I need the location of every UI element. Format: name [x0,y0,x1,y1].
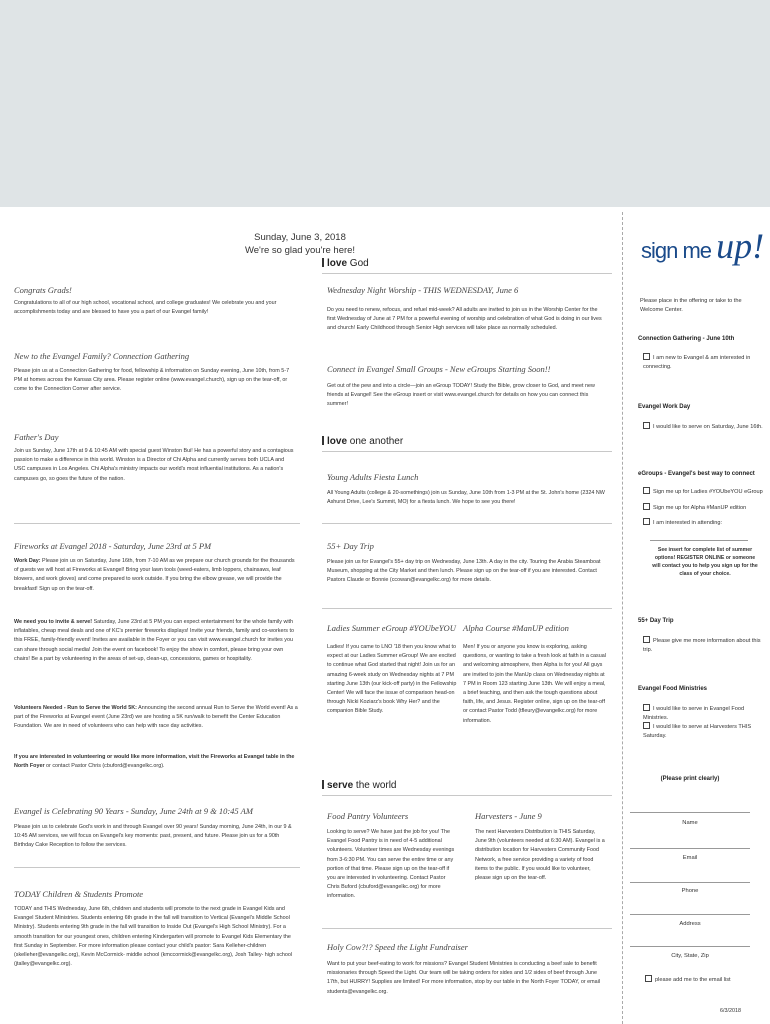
day-trip-heading: 55+ Day Trip [638,618,674,624]
egroup-option-alpha[interactable] [643,503,768,513]
tear-off-line [622,212,623,1024]
email-line[interactable] [630,848,750,849]
run-text: Announcing the second annual Run to Serve the World event! As a part of the Fireworks at Evangel event (June 23rd) we are hosting a 5K run/walk to benefit the Center Education Foundation. We are in need of volunteers who can help with race day activities. [14,705,298,730]
egroups-note: See insert for complete list of summer options! REGISTER ONLINE or someone will contact you to help you sign up for the class of your choice. [652,547,758,577]
option-label: I would like to serve at Harvesters THIS Saturday. [643,724,752,739]
contact-text: or contact Pastor Chris (cbuford@evangelkc.org). [44,763,165,770]
day-trip-option[interactable] [643,636,768,655]
young-adults-title: Young Adults Fiesta Lunch [327,472,419,482]
day-trip-body: Please join us for Evangel's 55+ day trip on Wednesday, June 13th. A day in the city. Touring the Arabia Steamboat Museum, shopping at the City Market and then lunch. Please sign up on the tear-off if you are interested. Contact Pastors Claude or Bonnie (ccowan@evangelkc.org) for more details. [327,559,601,584]
fireworks-contact [14,753,299,771]
egroup-option-attending[interactable] [643,518,768,528]
love-god-heading [322,258,369,269]
workday-option[interactable] [643,422,768,432]
email-label: Email [682,855,698,861]
pantry-title: Food Pantry Volunteers [327,811,409,821]
food-option-harvesters[interactable] [643,722,768,741]
pantry-body: Looking to serve? We have just the job for you! The Evangel Food Pantry is in need of 4-5 additional volunteers. Volunteer times are Wednesday evenings from 3-6:30 PM. You can serve the entire time or any portion of that time. Please sign up on the tear-off if you are interested in volunteering. Contact Pastor Chris Buford (cbuford@evangelkc.org) for more information. [327,829,455,900]
sign-me-up-logo [641,226,765,266]
divider [322,608,612,609]
fireworks-invite [14,618,299,664]
alpha-body: Men! If you or anyone you know is exploring, asking questions, or wanting to take a fresh look at faith in a casual and welcoming atmosphere, then Alpha is for you! All guys are invited to join the ManUp class on Wednesday nights at 7 PM in Room 123 starting June 13th. We will enjoy a meal, a brief teaching, and then ask the tough questions about faith, life, and Jesus. Register online, sign up on the tear-off or contact Pastor Todd (tfleury@evangelkc.org) for more information. [463,644,606,724]
option-label: please add me to the email list [655,977,731,983]
option-label: Sign me up for Ladies #YOUbeYOU eGroup [653,489,763,495]
checkbox[interactable] [643,636,650,643]
option-label: Sign me up for Alpha #ManUP edition [653,505,747,511]
new-family-title: New to the Evangel Family? Connection Gathering [14,351,190,361]
ladies-title: Ladies Summer eGroup #YOUbeYOU [327,623,456,633]
holy-cow-title: Holy Cow?!? Speed the Light Fundraiser [327,942,468,952]
option-label: I would like to serve in Evangel Food Ministries. [643,706,745,721]
egroups-title: Connect in Evangel Small Groups - New eGroups Starting Soon!! [327,364,551,374]
ninety-body: Please join us to celebrate God's work in and through Evangel over 90 years! Sunday morning, June 24th, in our 9 & 10:45 AM services, we will focus on Evangel's key moments: past, present, and future. Please join us for a 90th Birthday Cake Reception to follow the services. [14,824,292,849]
heading-bar [322,258,324,267]
congrats-body: Congratulations to all of our high school, vocational school, and college graduates! We celebrate you and your accomplishments today and are blessed to have you a part of our Evangel family! [14,300,277,316]
checkbox[interactable] [643,353,650,360]
checkbox[interactable] [645,975,652,982]
children-body: TODAY and THIS Wednesday, June 6th, children and students will promote to the next grade in Evangel Kids and Evangel Student Ministries. Students entering 6th grade in the fall will transition to Vertical (Evangel's Middle School Ministry). Students entering 9th grade in the fall will transition to Inside Out (Evangel's High School Ministry). For a smooth transition for our youngest ones, children entering Kindergarten will promote to Evangel Kids Elementary the first Sunday in September. For more information please contact your child's pastor: Sara Kelleher-children (skelleher@evangelkc.org), Kevin McCormick- middle school (kmccormick@evangelkc.org), Josh Talley- high school (jtalley@evangelkc.org). [14,906,293,968]
footer-date: 6/3/2018 [720,1008,741,1014]
egroup-option-ladies[interactable] [643,487,768,497]
phone-line[interactable] [630,882,750,883]
welcome-text: We're so glad you're here! [244,245,356,256]
print-clearly: (Please print clearly) [660,776,720,782]
option-label: I am interested in attending: [653,520,723,526]
city-label: City, State, Zip [671,953,709,959]
heading-rest: the world [353,780,397,791]
checkbox[interactable] [643,518,650,525]
divider [322,795,612,796]
egroups-heading: eGroups - Evangel's best way to connect [638,471,755,477]
holy-cow-body: Want to put your beef-eating to work for missions? Evangel Student Ministries is conducting a beef sale to benefit missionaries through Speed the Light. Our team will be taking orders for sides and 1/2 sides of beef through June 17th, but HURRY! Supplies are limited! For more information, stop by our table in the North Foyer TODAY, or email students@evangelkc.org. [327,961,601,995]
serve-heading [322,780,397,791]
fireworks-title: Fireworks at Evangel 2018 - Saturday, June 23rd at 5 PM [14,541,212,551]
heading-rest: God [347,258,369,269]
connection-option[interactable] [643,353,768,372]
food-option-ministries[interactable] [643,704,768,723]
day-trip-title: 55+ Day Trip [327,541,374,551]
checkbox[interactable] [643,722,650,729]
address-line[interactable] [630,914,750,915]
new-family-body: Please join us at a Connection Gathering for food, fellowship & information on Sunday evening, June 10th, from 5-7 PM at homes across the Kansas City area. Please register online (www.evangel.church), sign up on the tear-off, or come to the Connection Corner after service. [14,368,290,393]
name-line[interactable] [630,812,750,813]
header-band [0,0,770,207]
email-list-option[interactable] [645,975,765,985]
write-in-line[interactable] [650,540,748,541]
food-heading: Evangel Food Ministries [638,686,708,692]
heading-bar [322,780,324,789]
checkbox[interactable] [643,503,650,510]
divider [14,523,300,524]
congrats-title: Congrats Grads! [14,285,72,295]
logo-text: sign me [641,238,717,263]
city-line[interactable] [630,946,750,947]
phone-label: Phone [681,888,699,894]
logo-script: up! [716,226,765,266]
option-label: I would like to serve on Saturday, June 16th. [653,424,763,430]
alpha-title: Alpha Course #ManUP edition [463,623,569,633]
egroups-body: Get out of the pew and into a circle—join an eGroup TODAY! Study the Bible, grow closer to God, and meet new friends at Evangel! See the eGroup insert or visit www.evangel.church for details on how you can connect this summer! [327,383,595,408]
run-lead: Volunteers Needed - Run to Serve the World 5K: [14,705,137,711]
harvest-title: Harvesters - June 9 [475,811,542,821]
checkbox[interactable] [643,487,650,494]
fireworks-workday [14,557,299,594]
option-label: I am new to Evangel & am interested in connecting. [643,355,751,370]
invite-text: Saturday, June 23rd at 5 PM you can expect entertainment for the whole family with inflatables, cheap meal deals and one of KC's premier fireworks displays! Invite your friends, family and co-workers to this FREE, family-friendly event! Invites are available in the Foyer or you can visit www.evangel.church for invites you can share through social media! Join the event on facebook! To enjoy the show in comfort, please bring your own chairs! Be a part by volunteering in the areas of set-up, clean-up, concessions, games or hospitality. [14,619,294,662]
checkbox[interactable] [643,704,650,711]
fireworks-5k [14,704,299,732]
heading-rest: one another [347,436,404,447]
ladies-body: Ladies! If you came to LNO '18 then you know what to expect at our Ladies Summer eGroup! We are excited to continue what God started that night! Join us for an amazing 6-week study on Wednesday nights at 7 PM starting June 13th (our kick-off party) in the Fellowship Center! We will face the issue of comparison head-on through Nicki Koziarz's book Why Her? and the companion Bible Study. [327,644,457,715]
divider [322,451,612,452]
divider [322,928,612,929]
workday-heading: Evangel Work Day [638,404,691,410]
checkbox[interactable] [643,422,650,429]
workday-lead: Work Day: [14,558,41,564]
workday-text: Please join us on Saturday, June 16th, from 7-10 AM as we prepare our church grounds for the thousands of guests we will host at Fireworks at Evangel! Bring your lawn tools (weed-eaters, limb loppers, chainsaws, leaf blowers, and work gloves) and come prepared to work outside. If you bring the elbow grease, we will provide the breakfast! Sign up on the tear-off. [14,558,295,592]
service-date-block [200,231,400,257]
contact-lead: If you are interested in volunteering or would like more information, visit the Fireworks at Evangel table in the North Foyer [14,754,295,770]
wed-worship-title: Wednesday Night Worship - THIS WEDNESDAY, June 6 [327,285,519,295]
fathers-day-title: Father's Day [14,432,59,442]
service-date: Sunday, June 3, 2018 [254,232,346,243]
heading-bold: serve [327,780,354,791]
divider [322,273,612,274]
fathers-day-body: Join us Sunday, June 17th at 9 & 10:45 AM with special guest Winston Bui! He has a powerful story and a contagious passion to make a difference in this world. Winston is a Director of Chi Alpha and currently serves both UCLA and USC campuses in Los Angeles. Chi Alpha's ministry impacts our world's most influential institutions. As a nation's campuses go, so goes the future of the nation. [14,448,294,482]
ninety-title: Evangel is Celebrating 90 Years - Sunday, June 24th at 9 & 10:45 AM [14,806,253,816]
tear-off-intro: Please place in the offering or take to the Welcome Center. [640,298,742,313]
divider [322,523,612,524]
heading-bar [322,436,324,445]
name-label: Name [682,820,698,826]
divider [14,867,300,868]
children-title: TODAY Children & Students Promote [14,889,144,899]
love-another-heading [322,436,403,447]
connection-heading: Connection Gathering - June 10th [638,336,735,342]
heading-bold: love [327,258,348,269]
address-label: Address [679,921,701,927]
heading-bold: love [327,436,348,447]
invite-lead: We need you to invite & serve! [14,619,93,625]
option-label: Please give me more information about this trip. [643,638,761,653]
young-adults-body: All Young Adults (college & 20-somethings) join us Sunday, June 10th from 1-3 PM at the St. John's home (2324 NW Ashurst Drive, Lee's Summit, MO) for a fiesta lunch. We hope to see you there! [327,490,605,506]
harvest-body: The next Harvesters Distribution is THIS Saturday, June 9th (volunteers needed at 6:30 AM). Evangel is a distribution location for Harvesters Community Food Network, a free service providing a variety of food items to the public. If you would like to volunteer, please sign up on the tear-off. [475,829,605,882]
wed-worship-body: Do you need to renew, refocus, and refuel mid-week? All adults are invited to join us in the Worship Center for the first Wednesday of June at 7 PM for a powerful evening of worship and celebration of what God is doing in our lives and church! Early Childhood through Senior High services will take place as normally scheduled. [327,307,602,332]
